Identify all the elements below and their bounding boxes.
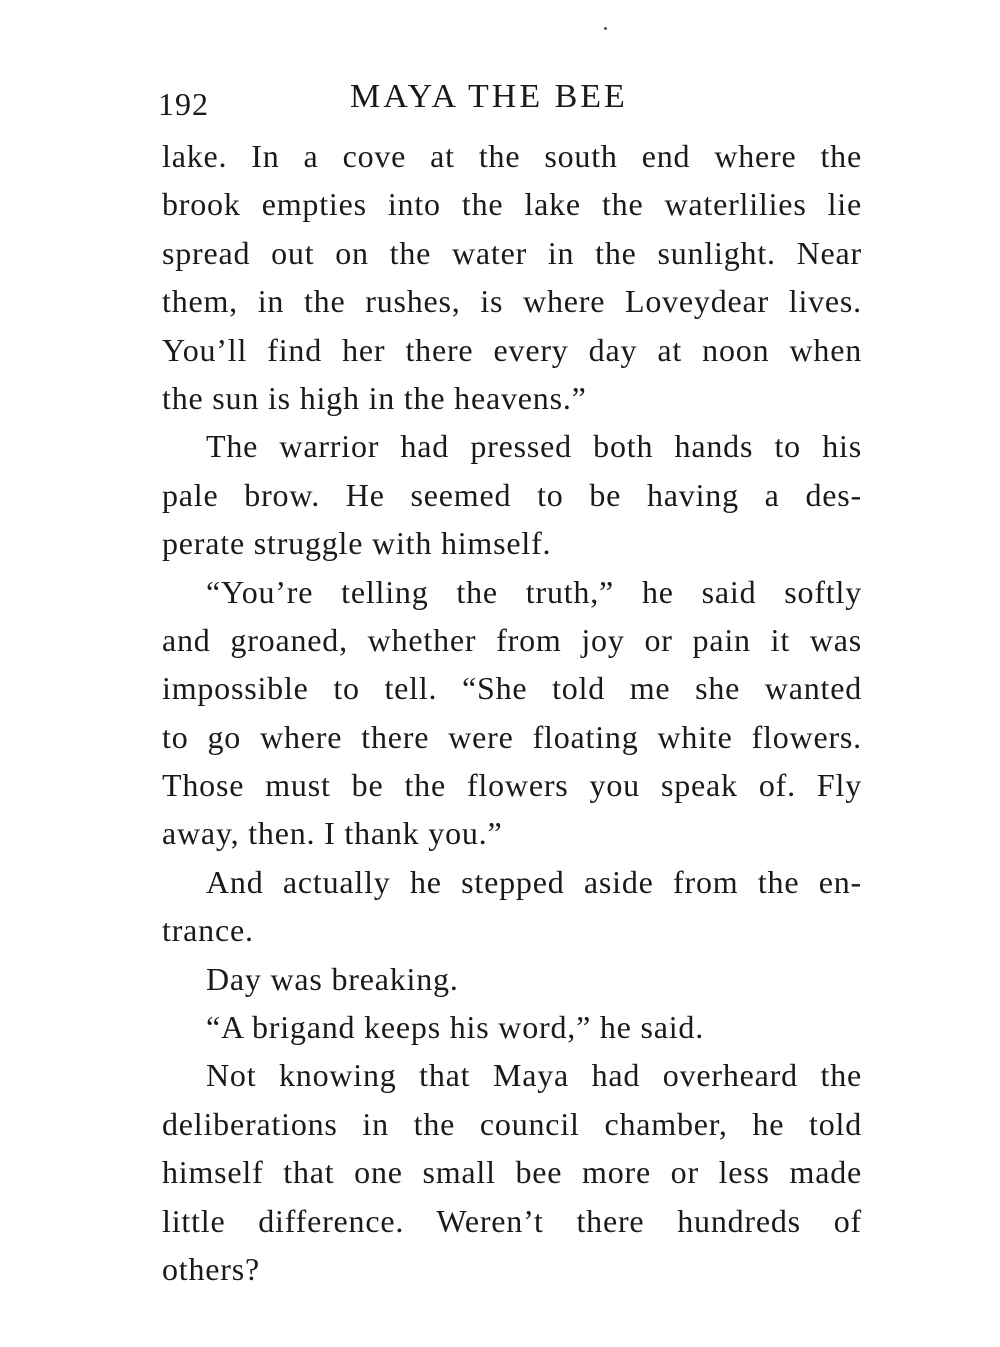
text-line: to go where there were floating white flowers.: [162, 718, 862, 755]
text-line: And actually he stepped aside from the en-: [206, 863, 862, 900]
text-line: brook empties into the lake the waterlilies lie: [162, 186, 862, 223]
print-speck: [604, 27, 607, 30]
body-text: [162, 132, 862, 1293]
text-line: “You’re telling the truth,” he said softly: [206, 573, 862, 610]
text-line: pale brow. He seemed to be having a des-: [162, 476, 862, 513]
text-line: and groaned, whether from joy or pain it was: [162, 621, 862, 658]
text-line: The warrior had pressed both hands to his: [206, 428, 862, 465]
text-line: spread out on the water in the sunlight. Near: [162, 234, 862, 271]
page-number: 192: [158, 86, 209, 122]
text-line: trance.: [162, 912, 254, 949]
running-title: MAYA THE BEE: [350, 78, 628, 115]
text-line: Those must be the flowers you speak of. Fly: [162, 767, 862, 804]
text-line: the sun is high in the heavens.”: [162, 379, 587, 416]
text-line: little difference. Weren’t there hundreds of: [162, 1202, 862, 1239]
text-line: lake. In a cove at the south end where the: [162, 138, 862, 174]
text-line: them, in the rushes, is where Loveydear lives.: [162, 283, 862, 320]
text-line: “A brigand keeps his word,” he said.: [206, 1009, 705, 1046]
text-line: away, then. I thank you.”: [162, 815, 503, 852]
text-line: Not knowing that Maya had overheard the: [206, 1057, 862, 1094]
text-line: impossible to tell. “She told me she wanted: [162, 670, 862, 707]
text-line: perate struggle with himself.: [162, 525, 552, 562]
text-line: deliberations in the council chamber, he told: [162, 1105, 862, 1142]
text-line: himself that one small bee more or less made: [162, 1154, 862, 1191]
text-line: Day was breaking.: [206, 960, 459, 997]
text-line: others?: [162, 1250, 261, 1287]
page-header: [158, 78, 858, 122]
text-line: You’ll find her there every day at noon when: [162, 331, 862, 368]
